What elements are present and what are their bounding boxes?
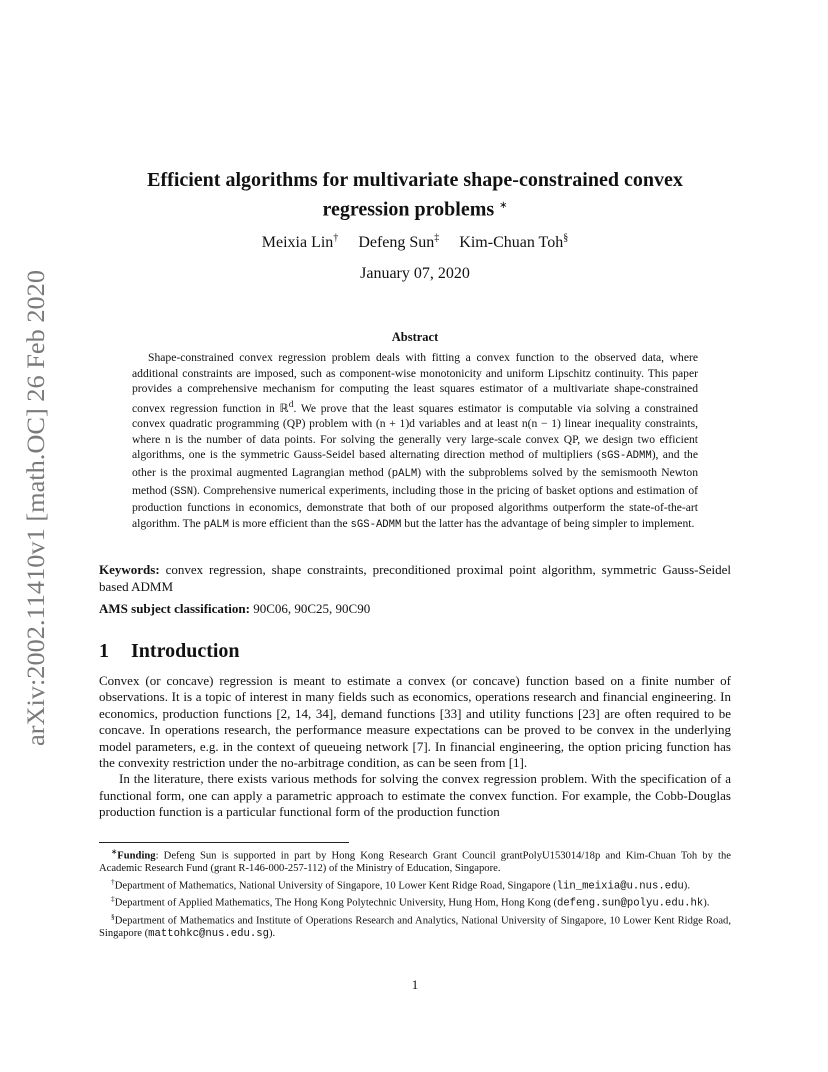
author-lin: Meixia Lin† bbox=[261, 233, 339, 252]
section-number: 1 bbox=[99, 640, 109, 662]
ams-codes: 90C06, 90C25, 90C90 bbox=[249, 601, 371, 616]
page-number: 1 bbox=[411, 977, 419, 992]
section-title: Introduction bbox=[131, 640, 240, 662]
footnote-divider bbox=[99, 842, 349, 843]
title-footnote-mark: ∗ bbox=[499, 200, 508, 211]
author-toh: Kim-Chuan Toh§ bbox=[459, 233, 569, 252]
intro-paragraph-1: Convex (or concave) regression is meant to estimate a convex (or concave) function based on a finite number of observations. It is a topic of interest in many fields such as economics, operations research and financial engineering. In economics, production functions [2, 14, 34], demand functions [33] and utility functions [23] are often required to be concave. In operations research, the performance measure expectations can be proved to be convex in the underlying model parameters, e.g. in the context of queueing network [7]. In financial engineering, the option pricing function has the convexity restriction under the no-arbitrage condition, as can be seen from [1]. bbox=[99, 673, 731, 771]
paper-title bbox=[100, 167, 730, 223]
footnote-sun: ‡Department of Applied Mathematics, The Hong Kong Polytechnic University, Hung Hom, Hong Kong (defeng.sun@polyu.edu.hk). bbox=[111, 894, 710, 910]
introduction-body bbox=[99, 673, 731, 821]
abstract-body: Shape-constrained convex regression problem deals with fitting a convex function to the observed data, where additional constraints are imposed, such as component-wise monotonicity and uniform Lipschitz continuity. This paper provides a comprehensive mechanism for computing the least squares estimator of a multivariate shape-constrained convex regression function in ℝ$^d$. We prove that the least squares estimator is computable via solving a constrained convex quadratic programming (QP) problem with (n + 1)d variables and at least n(n − 1) linear inequality constraints, where n is the number of data points. For solving the generally very large-scale convex QP, we design two efficient algorithms, one is the symmetric Gauss-Seidel based alternating direction method of multipliers (sGS-ADMM), and the other is the proximal augmented Lagrangian method (pALM) with the subproblems solved by the semismooth Newton method (SSN). Comprehensive numerical experiments, including those in the pricing of basket options and estimation of production functions in economics, demonstrate that both of our proposed algorithms outperform the state-of-the-art algorithm. The pALM is more efficient than the sGS-ADMM but the latter has the advantage of being simpler to implement. bbox=[132, 351, 699, 531]
ams-classification bbox=[99, 600, 731, 617]
keywords bbox=[99, 561, 731, 595]
keywords-label: Keywords: bbox=[99, 562, 160, 577]
footnote-lin: †Department of Mathematics, National University of Singapore, 10 Lower Kent Ridge Road, Singapore (lin_meixia@u.nus.edu). bbox=[111, 877, 690, 893]
arxiv-identifier: arXiv:2002.11410v1 [math.OC] 26 Feb 2020 bbox=[23, 294, 50, 746]
title-line-2: regression problems bbox=[322, 198, 495, 221]
email-link[interactable]: lin_meixia@u.nus.edu bbox=[556, 880, 684, 893]
footnote-funding: ∗Funding: Defeng Sun is supported in part by Hong Kong Research Grant Council grantPolyU153014/18p and Kim-Chuan Toh by the Academic Research Fund (grant R-146-000-257-112) of the Ministry of Education, Singapore. bbox=[99, 847, 731, 875]
footnotes bbox=[99, 846, 731, 941]
author-list bbox=[100, 233, 730, 252]
email-link[interactable]: mattohkc@nus.edu.sg bbox=[148, 928, 269, 941]
title-line-1: Efficient algorithms for multivariate shape-constrained convex bbox=[147, 169, 683, 191]
paper-date: January 07, 2020 bbox=[360, 265, 470, 282]
footnote-toh: §Department of Mathematics and Institute of Operations Research and Analytics, National University of Singapore, 10 Lower Kent Ridge Road, Singapore (mattohkc@nus.edu.sg). bbox=[99, 911, 731, 941]
arxiv-side-stamp bbox=[20, 268, 52, 748]
email-link[interactable]: defeng.sun@polyu.edu.hk bbox=[556, 897, 704, 910]
ams-label: AMS subject classification: bbox=[99, 601, 250, 616]
intro-paragraph-2: In the literature, there exists various methods for solving the convex regression problem. With the specification of a functional form, one can apply a parametric approach to estimate the convex function. For example, the Cobb-Douglas production function is a particular functional form of the production function bbox=[99, 771, 731, 820]
abstract-heading: Abstract bbox=[391, 330, 439, 344]
author-sun: Defeng Sun‡ bbox=[358, 233, 440, 252]
section-heading-introduction bbox=[99, 640, 240, 663]
keywords-text: convex regression, shape constraints, preconditioned proximal point algorithm, symmetric Gauss-Seidel based ADMM bbox=[99, 562, 731, 594]
